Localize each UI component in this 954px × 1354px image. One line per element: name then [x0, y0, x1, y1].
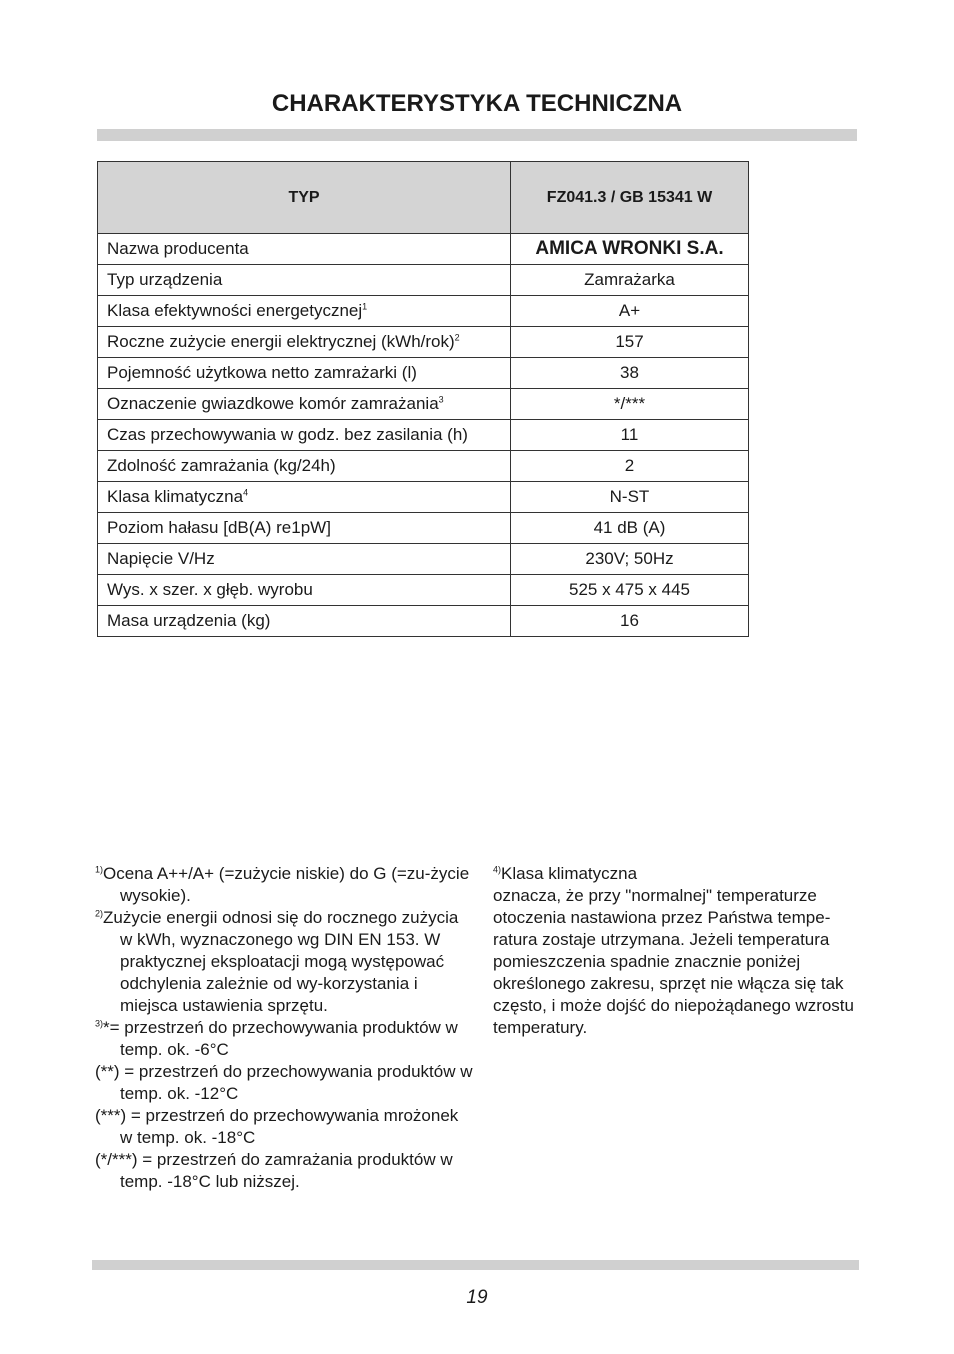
row-value: */*** [511, 389, 749, 420]
row-label: Klasa klimatyczna$^4$ [98, 482, 511, 513]
spec-table [97, 161, 749, 637]
table-row [98, 420, 749, 451]
table-row [98, 544, 749, 575]
row-value: 2 [511, 451, 749, 482]
row-label: Czas przechowywania w godz. bez zasilania (h) [98, 420, 511, 451]
table-row [98, 513, 749, 544]
row-value: 38 [511, 358, 749, 389]
row-label: Oznaczenie gwiazdkowe komór zamrażania$^3$ [98, 389, 511, 420]
footnote-heading: Klasa klimatyczna [501, 864, 638, 883]
row-label: Pojemność użytkowa netto zamrażarki (l) [98, 358, 511, 389]
row-value: 230V; 50Hz [511, 544, 749, 575]
row-value: 16 [511, 606, 749, 637]
row-value: Zamrażarka [511, 265, 749, 296]
table-row [98, 296, 749, 327]
table-row [98, 389, 749, 420]
row-label: Poziom hałasu [dB(A) re1pW] [98, 513, 511, 544]
footnote: $^{2)}$Zużycie energii odnosi się do rocznego zużycia w kWh, wyznaczonego wg DIN EN 153. W praktycznej eksploatacji mogą występować odchylenia zależnie od wy-korzystania i miejsca ustawienia sprzętu. [95, 908, 459, 1015]
row-value: 525 x 475 x 445 [511, 575, 749, 606]
header-label: TYP [98, 162, 511, 234]
page-number: 19 [466, 1287, 488, 1308]
table-row [98, 265, 749, 296]
footnote-climate [493, 863, 863, 1039]
table-row [98, 327, 749, 358]
row-value: A+ [511, 296, 749, 327]
row-value: 11 [511, 420, 749, 451]
row-label: Roczne zużycie energii elektrycznej $(kWh/rok)^2$ [98, 327, 511, 358]
table-row [98, 234, 749, 265]
footnote: $^{1)}$Ocena A++/A+ (=zużycie niskie) do G (=zu-życie wysokie). [95, 864, 470, 905]
table-row [98, 575, 749, 606]
footnote-mark: 4) [493, 864, 502, 875]
row-label: Masa urządzenia (kg) [98, 606, 511, 637]
row-value: 41 dB (A) [511, 513, 749, 544]
table-header-row [98, 162, 749, 234]
table-row [98, 482, 749, 513]
row-label: Typ urządzenia [98, 265, 511, 296]
footnotes-left [95, 863, 475, 1193]
table-row [98, 451, 749, 482]
footer-divider [92, 1260, 859, 1270]
row-label: Klasa efektywności energetycznej$^1$ [98, 296, 511, 327]
row-value: AMICA WRONKI S.A. [511, 234, 749, 265]
row-label: Wys. x szer. x głęb. wyrobu [98, 575, 511, 606]
header-divider [97, 129, 857, 141]
page-title: CHARAKTERYSTYKA TECHNICZNA [271, 90, 683, 117]
header-model: FZ041.3 / GB 15341 W [511, 162, 749, 234]
table-row [98, 358, 749, 389]
row-label: Nazwa producenta [98, 234, 511, 265]
row-value: N-ST [511, 482, 749, 513]
footnote: $^{3)}$*= przestrzeń do przechowywania produktów w temp. ok. -6°C [95, 1018, 458, 1059]
table-row [98, 606, 749, 637]
footnote: (*/***) = przestrzeń do zamrażania produktów w temp. -18°C lub niższej. [95, 1150, 453, 1191]
row-value: 157 [511, 327, 749, 358]
footnote-text: oznacza, że przy "normalnej" temperaturze otoczenia nastawiona przez Państwa tempe-ratura zostaje utrzymana. Jeżeli temperatura pomieszczenia spadnie znacznie poniżej określonego zakresu, sprzęt nie włącza się tak często, i może dojść do niepożądanego wzrostu temperatury. [493, 886, 854, 1037]
footnote: (**) = przestrzeń do przechowywania produktów w temp. ok. -12°C [95, 1062, 473, 1103]
row-label: Zdolność zamrażania (kg/24h) [98, 451, 511, 482]
footnote: (***) = przestrzeń do przechowywania mrożonek w temp. ok. -18°C [95, 1106, 459, 1147]
row-label: Napięcie V/Hz [98, 544, 511, 575]
